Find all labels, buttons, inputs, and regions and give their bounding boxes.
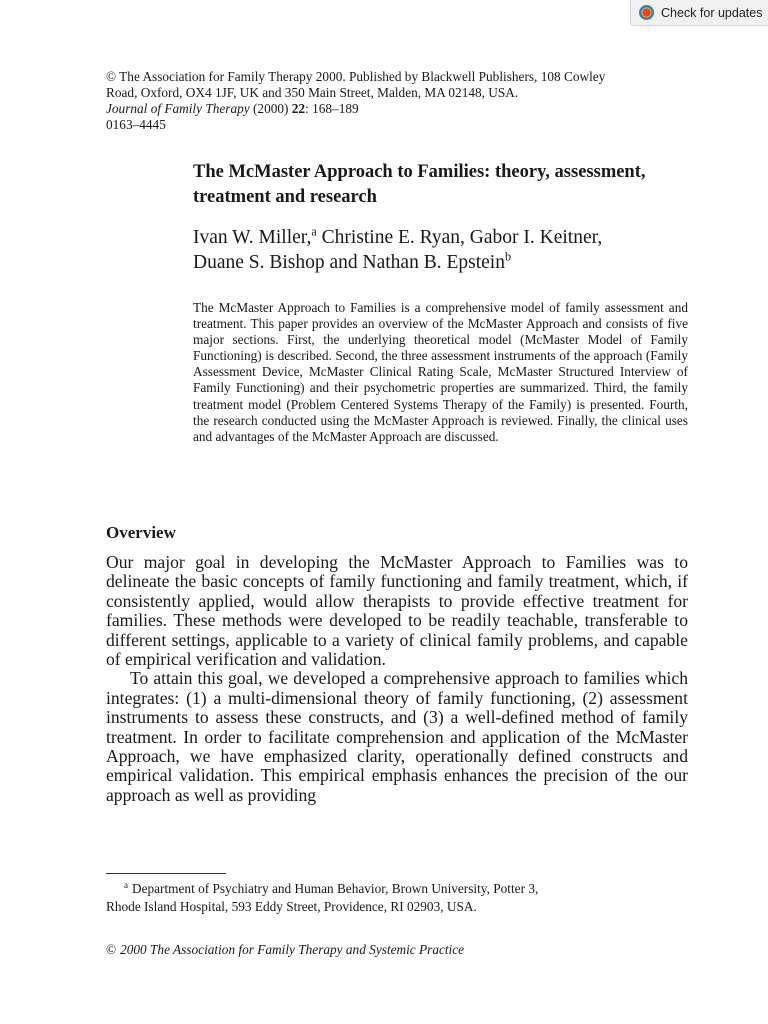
journal-volume: 22 <box>291 101 306 116</box>
footnote-line-2: Rhode Island Hospital, 593 Eddy Street, Providence, RI 02903, USA. <box>106 898 477 914</box>
journal-pages: : 168–189 <box>305 101 359 116</box>
copyright-line-1: © The Association for Family Therapy 2000. Published by Blackwell Publishers, 108 Cowley <box>106 69 606 84</box>
journal-name: Journal of Family Therapy <box>106 101 250 116</box>
footnote-text-1: Department of Psychiatry and Human Behavior, Brown University, Potter 3, <box>132 881 539 896</box>
affiliation-mark-b: b <box>504 249 512 264</box>
authors-bishop-epstein: Duane S. Bishop and Nathan B. Epstein <box>193 252 505 273</box>
journal-citation <box>106 101 690 117</box>
page-footer <box>106 942 464 958</box>
footnote <box>106 880 690 915</box>
copyright-line-2: Road, Oxford, OX4 1JF, UK and 350 Main Street, Malden, MA 02148, USA. <box>106 85 519 100</box>
overview-paragraph-2: To attain this goal, we developed a comprehensive approach to families which integrates: (1) a multi-dimensional theory of family functioning, (2) assessment instruments to assess these constructs, and (3) a well-defined method of family treatment. In order to facilitate comprehension and application of the McMaster Approach, we have emphasized clarity, operationally defined constructs and empirical validation. This empirical emphasis enhances the precision of the our approach as well as providing <box>106 668 688 805</box>
section-heading-overview: Overview <box>106 523 176 542</box>
overview-paragraph-1: Our major goal in developing the McMaster Approach to Families was to delineate the basic concepts of family functioning and family treatment, which, if consistently applied, would allow therapists to provide effective treatment for families. These methods were developed to be readily teachable, transferable to different settings, applicable to a variety of clinical family problems, and capable of empirical verification and validation. <box>106 552 688 670</box>
journal-header <box>106 69 690 133</box>
issn: 0163–4445 <box>106 117 166 132</box>
check-for-updates-label: Check for updates <box>661 5 763 20</box>
abstract: The McMaster Approach to Families is a comprehensive model of family assessment and treatment. This paper provides an overview of the McMaster Approach and consists of five major sections. First, the underlying theoretical model (McMaster Model of Family Functioning) is described. Second, the three assessment instruments of the approach (Family Assessment Device, McMaster Clinical Rating Scale, McMaster Structured Interview of Family Functioning) and their psychometric properties are summarized. Third, the family treatment model (Problem Centered Systems Therapy of the Family) is presented. Fourth, the research conducted using the McMaster Approach is reviewed. Finally, the clinical uses and advantages of the McMaster Approach are discussed. <box>193 300 688 444</box>
authors-continued: Christine E. Ryan, Gabor I. Keitner, <box>316 227 603 248</box>
authors-line-2 <box>193 250 713 275</box>
journal-year: (2000) <box>249 101 292 116</box>
crossmark-icon <box>639 5 654 20</box>
author-miller: Ivan W. Miller, <box>193 227 312 248</box>
affiliation-mark-a: a <box>311 224 317 239</box>
footnote-mark: a <box>124 879 128 890</box>
footnote-line-1 <box>106 880 690 898</box>
author-list <box>193 225 713 275</box>
article-title: The McMaster Approach to Families: theory, assessment, treatment and research <box>193 162 646 207</box>
footer-text: 2000 The Association for Family Therapy and Systemic Practice <box>120 942 465 957</box>
check-for-updates-button[interactable] <box>630 0 768 26</box>
authors-line-1 <box>193 225 713 250</box>
footnote-divider <box>106 873 226 874</box>
overview-body <box>106 553 688 805</box>
copyright-symbol: © <box>106 942 117 957</box>
